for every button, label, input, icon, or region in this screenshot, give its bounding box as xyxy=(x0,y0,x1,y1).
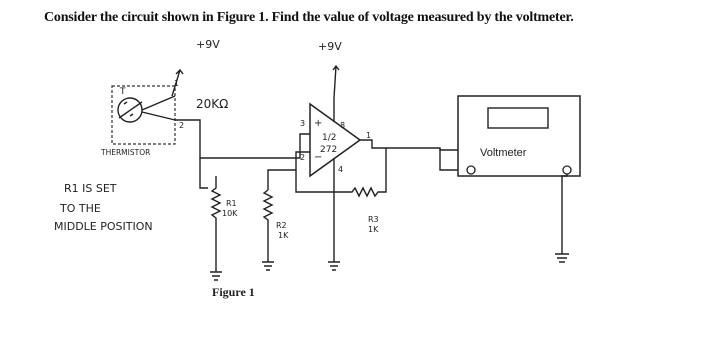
op-amp-label-2: 272 xyxy=(320,145,338,155)
op-amp-pin-vplus: 8 xyxy=(340,121,346,130)
voltmeter-display xyxy=(488,108,548,128)
question-text: Consider the circuit shown in Figure 1. Find the value of voltage measured by the voltmeter. xyxy=(44,10,574,25)
thermistor-pin-1: 1 xyxy=(174,79,180,88)
thermistor-pin-2: 2 xyxy=(179,121,185,130)
wire-plus-input xyxy=(175,120,310,158)
r2-name: R2 xyxy=(276,221,287,230)
r3-value: 1K xyxy=(368,225,379,234)
op-amp-pin-vminus: 4 xyxy=(338,165,344,174)
r1-note-line-3: MIDDLE POSITION xyxy=(54,220,153,233)
r1-resistor xyxy=(212,176,220,260)
wire-voltmeter-ground xyxy=(562,174,567,254)
r2-resistor xyxy=(264,190,272,262)
voltmeter-label: Voltmeter xyxy=(480,147,527,159)
r1-ground-symbol xyxy=(210,260,222,280)
op-amp-pin-plus: 3 xyxy=(300,119,306,128)
r1-note-line-2: TO THE xyxy=(60,202,101,215)
r2-value: 1K xyxy=(278,231,289,240)
wire-r1-tap xyxy=(200,158,208,188)
r1-note-line-1: R1 IS SET xyxy=(64,182,117,195)
wire-vminus-ground xyxy=(328,158,340,270)
thermistor-resistance: 20KΩ xyxy=(196,97,229,111)
op-amp-label-1: 1/2 xyxy=(322,133,337,143)
r3-name: R3 xyxy=(368,215,379,224)
figure-caption: Figure 1 xyxy=(212,285,255,299)
thermistor-tag: T xyxy=(120,87,126,97)
thermistor-label: THERMISTOR xyxy=(101,148,151,157)
supply-label-right: +9V xyxy=(318,40,342,53)
supply-arrow-right xyxy=(333,66,339,98)
op-amp-minus-sign: − xyxy=(314,152,323,163)
op-amp-plus-sign: + xyxy=(314,118,323,129)
r1-value: 10K xyxy=(222,209,238,218)
r1-name: R1 xyxy=(226,199,237,208)
voltmeter-ground-symbol xyxy=(555,254,569,262)
r2-ground-symbol xyxy=(262,262,274,270)
op-amp-pin-out: 1 xyxy=(366,131,372,140)
supply-label-left: +9V xyxy=(196,38,220,51)
wire-output xyxy=(360,140,458,150)
op-amp-pin-minus: 2 xyxy=(300,153,306,162)
